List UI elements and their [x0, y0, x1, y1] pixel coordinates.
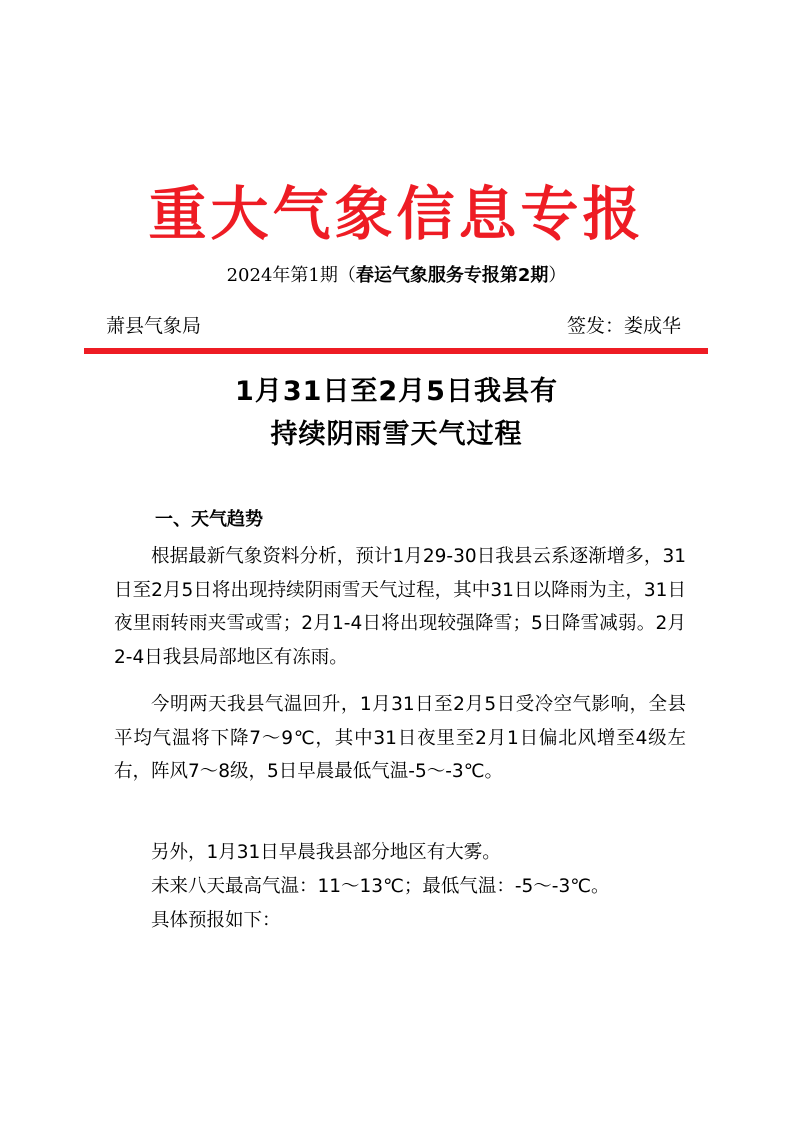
issuing-organization: 萧县气象局 [106, 315, 202, 337]
issue-series: 春运气象服务专报第2期 [355, 265, 549, 286]
article-title-line-1: 1月31日至2月5日我县有 [235, 376, 558, 407]
header-divider [84, 348, 708, 354]
paragraph-forecast-intro: 具体预报如下： [151, 910, 281, 931]
issue-close: ） [548, 265, 567, 286]
article-title-line-2: 持续阴雨雪天气过程 [270, 419, 523, 450]
issue-number: 2024年第1期（ [226, 265, 356, 286]
paragraph-temperature-range: 未来八天最高气温：11～13℃；最低气温：-5～-3℃。 [151, 876, 610, 897]
paragraph-forecast-summary: 根据最新气象资料分析，预计1月29-30日我县云系逐渐增多，31日至2月5日将出现持续阴雨雪天气过程，其中31日以降雨为主，31日夜里雨转雨夹雪或雪；2月1-4日将出现较强降雪；5日降雪减弱。2月2-4日我县局部地区有冻雨。 [114, 546, 686, 668]
signer: 签发：娄成华 [566, 315, 681, 337]
report-masthead: 重大气象信息专报 [148, 180, 645, 248]
issue-line [0, 262, 793, 290]
section-heading: 一、天气趋势 [155, 509, 263, 530]
paragraph-temperature: 今明两天我县气温回升，1月31日至2月5日受冷空气影响，全县平均气温将下降7～9℃，其中31日夜里至2月1日偏北风增至4级左右，阵风7～8级，5日早晨最低气温-5～-3℃。 [114, 694, 686, 783]
paragraph-fog: 另外，1月31日早晨我县部分地区有大雾。 [151, 842, 501, 863]
